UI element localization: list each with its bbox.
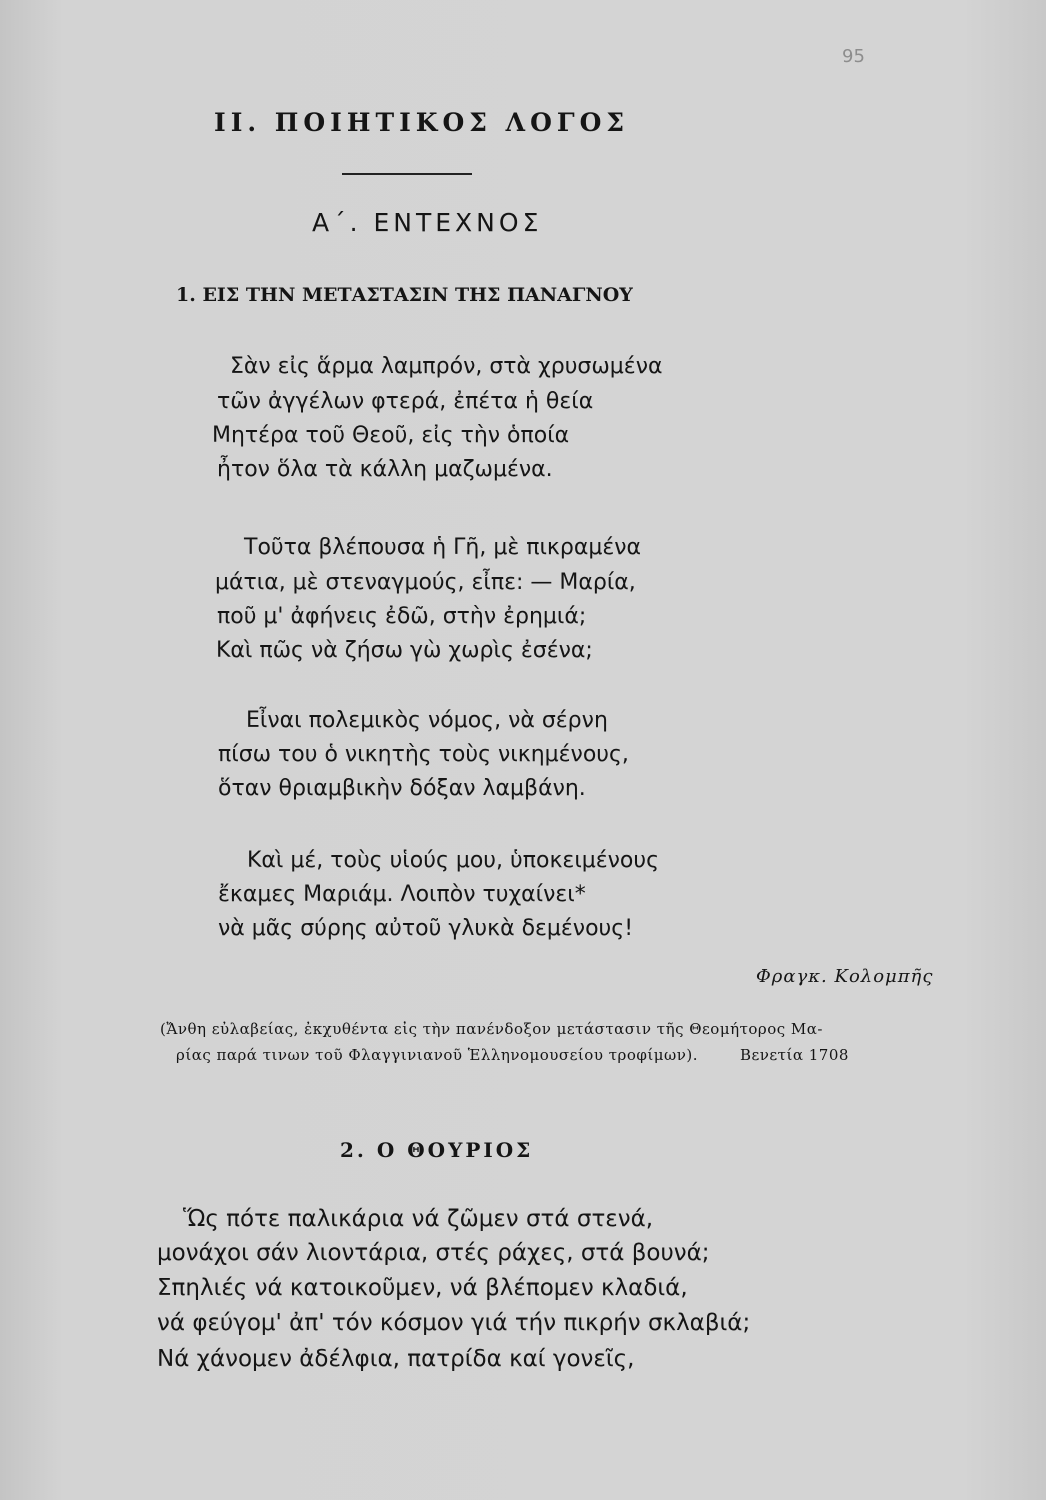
title-divider [342, 173, 472, 175]
poem-title: 1. ΕΙΣ ΤΗΝ ΜΕΤΑΣΤΑΣΙΝ ΤΗΣ ΠΑΝΑΓΝΟΥ [176, 284, 633, 306]
source-citation: ρίας παρά τινων τοῦ Φλαγγινιανοῦ Ἑλληνομουσείου τροφίμων). [176, 1046, 698, 1064]
verse-line: Τοῦτα βλέπουσα ἡ Γῆ, μὲ πικραμένα [244, 535, 641, 560]
verse-line: Σὰν εἰς ἅρμα λαμπρόν, στὰ χρυσωμένα [230, 354, 663, 379]
verse-line: πίσω του ὁ νικητὴς τοὺς νικημένους, [218, 742, 629, 767]
verse-line: νὰ μᾶς σύρης αὐτοῦ γλυκὰ δεμένους! [218, 916, 634, 941]
section-title: II. ΠΟΙΗΤΙΚΟΣ ΛΟΓΟΣ [214, 108, 630, 137]
verse-line: τῶν ἀγγέλων φτερά, ἐπέτα ἡ θεία [217, 389, 594, 414]
verse-line: ἦτον ὅλα τὰ κάλλη μαζωμένα. [217, 457, 553, 482]
verse-line: Νά χάνομεν ἀδέλφια, πατρίδα καί γονεῖς, [157, 1346, 635, 1372]
poem-author: Φραγκ. Κολομπῆς [756, 966, 934, 987]
verse-line: Ὥς πότε παλικάρια νά ζῶμεν στά στενά, [183, 1206, 654, 1232]
subsection-title: Α΄. ΕΝΤΕΧΝΟΣ [312, 208, 543, 237]
verse-line: μάτια, μὲ στεναγμούς, εἶπε: — Μαρία, [215, 570, 636, 595]
page-number: 95 [842, 46, 865, 67]
source-place-year: Βενετία 1708 [740, 1046, 849, 1064]
verse-line: μονάχοι σάν λιοντάρια, στές ράχες, στά βουνά; [157, 1240, 710, 1266]
verse-line: Εἶναι πολεμικὸς νόμος, νὰ σέρνη [246, 708, 608, 733]
verse-line: Μητέρα τοῦ Θεοῦ, εἰς τὴν ὁποία [212, 423, 570, 448]
source-citation: (Ἄνθη εὐλαβείας, ἐκχυθέντα εἰς τὴν πανένδοξον μετάστασιν τῆς Θεομήτορος Μα- [160, 1020, 823, 1038]
verse-line: Σπηλιές νά κατοικοῦμεν, νά βλέπομεν κλαδιά, [157, 1275, 688, 1301]
verse-line: Καὶ πῶς νὰ ζήσω γὼ χωρὶς ἐσένα; [216, 638, 593, 663]
poem-title: 2. Ο ΘΟΥΡΙΟΣ [340, 1138, 534, 1162]
verse-line: Καὶ μέ, τοὺς υἱούς μου, ὑποκειμένους [247, 848, 660, 873]
verse-line: ποῦ μ' ἀφήνεις ἐδῶ, στὴν ἐρημιά; [217, 604, 587, 629]
verse-line: ὅταν θριαμβικὴν δόξαν λαμβάνη. [218, 776, 586, 801]
verse-line: ἔκαμες Μαριάμ. Λοιπὸν τυχαίνει* [218, 882, 586, 907]
verse-line: νά φεύγομ' ἀπ' τόν κόσμον γιά τήν πικρήν σκλαβιά; [157, 1310, 751, 1336]
